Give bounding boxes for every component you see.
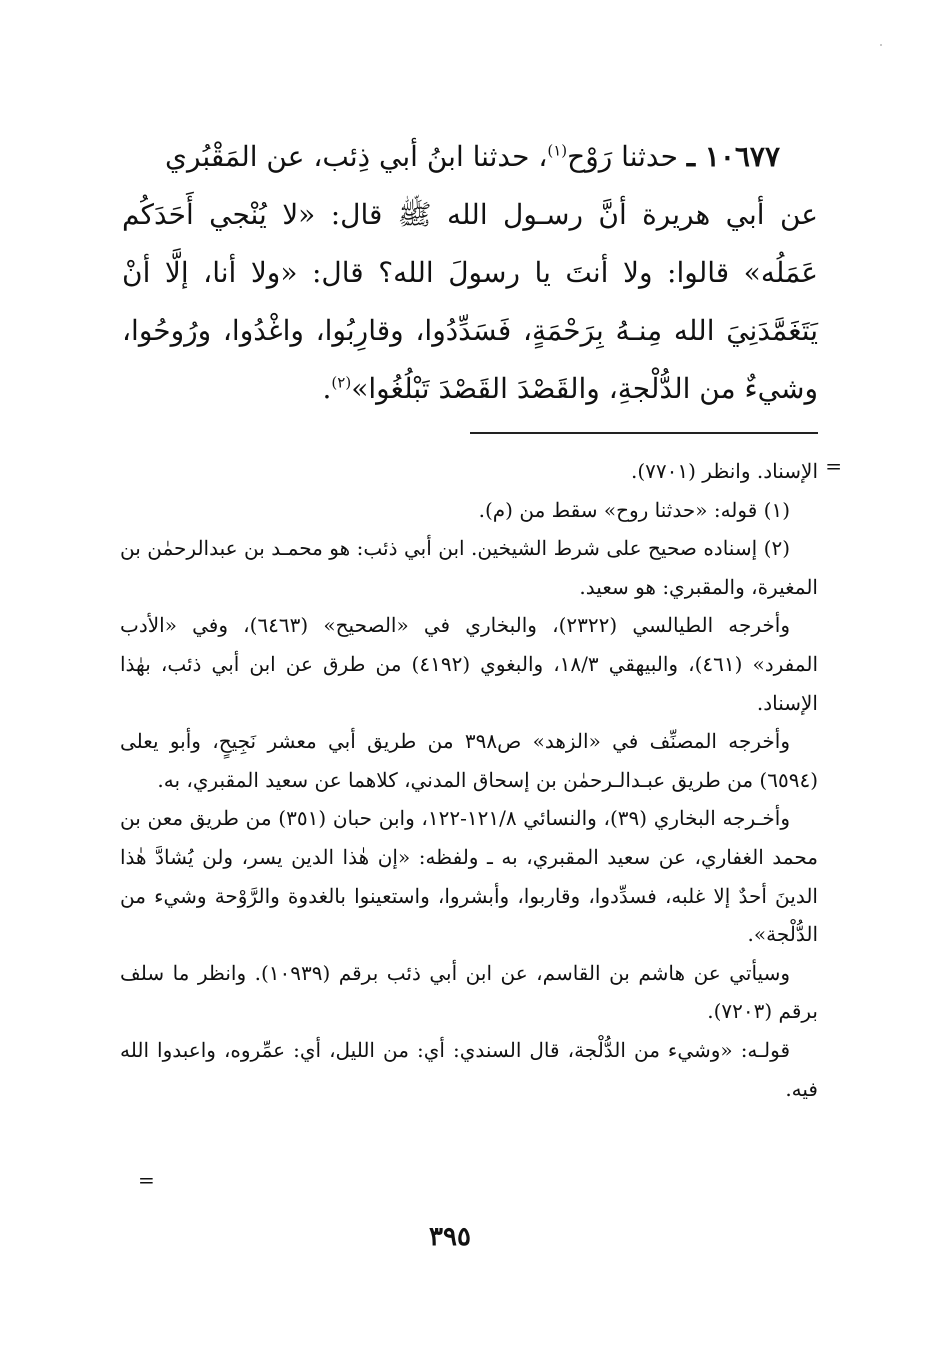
footnote-separator [470, 432, 818, 434]
footnote-1: (١) قوله: «حدثنا روح» سقط من (م). [478, 497, 790, 522]
footnote-2-paragraph: وأخرجه الطيالسي (٢٣٢٢)، والبخاري في «الصحيح» (٦٤٦٣)، وفي «الأدب المفرد» (٤٦١)، والبيهقي ١٨/٣، والبغوي (٤١٩٢) من طرق عن ابن أبي ذئب، بهٰذا الإسناد. [120, 613, 819, 715]
footnote-2-paragraph: (٢) إسناده صحيح على شرط الشيخين. ابن أبي ذئب: هو محمـد بن عبدالرحمٰن بن المغيرة، والمقبري: هو سعيد. [120, 536, 818, 599]
hadith-first-line [122, 128, 818, 186]
hadith-number: ١٠٦٧٧ ـ [686, 140, 780, 173]
footnote-ref-2: (٢) [331, 373, 352, 392]
footnote-2-paragraph: وأخـرجه البخاري (٣٩)، والنسائي ١٢١/٨-١٢٢، وابن حبان (٣٥١) من طريق معن بن محمد الغفاري، عن سعيد المقبري، به ـ ولفظه: «إن هٰذا الدين يسر، ولن يُشادَّ هٰذا الدينَ أحدٌ إلا غلبه، فسدِّدوا، وقاربوا، وأبشروا، واستعينوا بالغدوة والرَّوْحة وشيء من الدُّلْجة». [120, 806, 818, 947]
footnote-continued: الإسناد. وانظر (٧٧٠١). [631, 459, 818, 483]
footnote-2-paragraph: وأخرجه المصنِّف في «الزهد» ص٣٩٨ من طريق أبي معشر نَجِيحٍ، وأبو يعلى (٦٥٩٤) من طريق عبـدالـرحمٰن بن إسحاق المدني، كلاهما عن سعيد المقبري، به. [120, 729, 818, 792]
margin-dot [880, 44, 882, 46]
hadith-body [122, 186, 818, 418]
footnote-2-paragraph: قولـه: «وشيء من الدُّلْجة، قال السندي: أي: من الليل، أي: عمِّروه، واعبدوا الله فيه. [120, 1037, 818, 1101]
hadith-chain-start: حدثنا رَوْح [567, 140, 678, 173]
continuation-mark: = [825, 454, 842, 478]
hadith-text [122, 128, 818, 418]
hadith-end-punct: . [322, 372, 332, 405]
footnote-2-paragraph: وسيأتي عن هاشم بن القاسم، عن ابن أبي ذئب برقم (١٠٩٣٩). وانظر ما سلف برقم (٧٢٠٣). [120, 960, 818, 1024]
footnotes [120, 452, 818, 1108]
hadith-chain-rest: ، حدثنا ابنُ أبي ذِئب، عن المَقْبُري [165, 140, 548, 173]
next-page-continuation-mark: = [138, 1168, 155, 1192]
page-number: ٣٩٥ [429, 1222, 471, 1252]
footnote-ref-1: (١) [547, 141, 568, 160]
hadith-matn: عن أبي هريرة أنَّ رسـول الله ﷺ قال: «لا يُنْجي أَحَدَكُم عَمَلُه» قالوا: ولا أنتَ يا رسولَ الله؟ قال: «ولا أنا، إلَّا أنْ يَتَغَمَّدَنِيَ الله مِنـهُ بِرَحْمَةٍ، فَسَدِّدُوا، وقارِبُوا، واغْدُوا، ورُوحُوا، وشيءٌ من الدُّلْجةِ، والقَصْدَ القَصْدَ تَبْلُغُوا» [122, 198, 818, 405]
